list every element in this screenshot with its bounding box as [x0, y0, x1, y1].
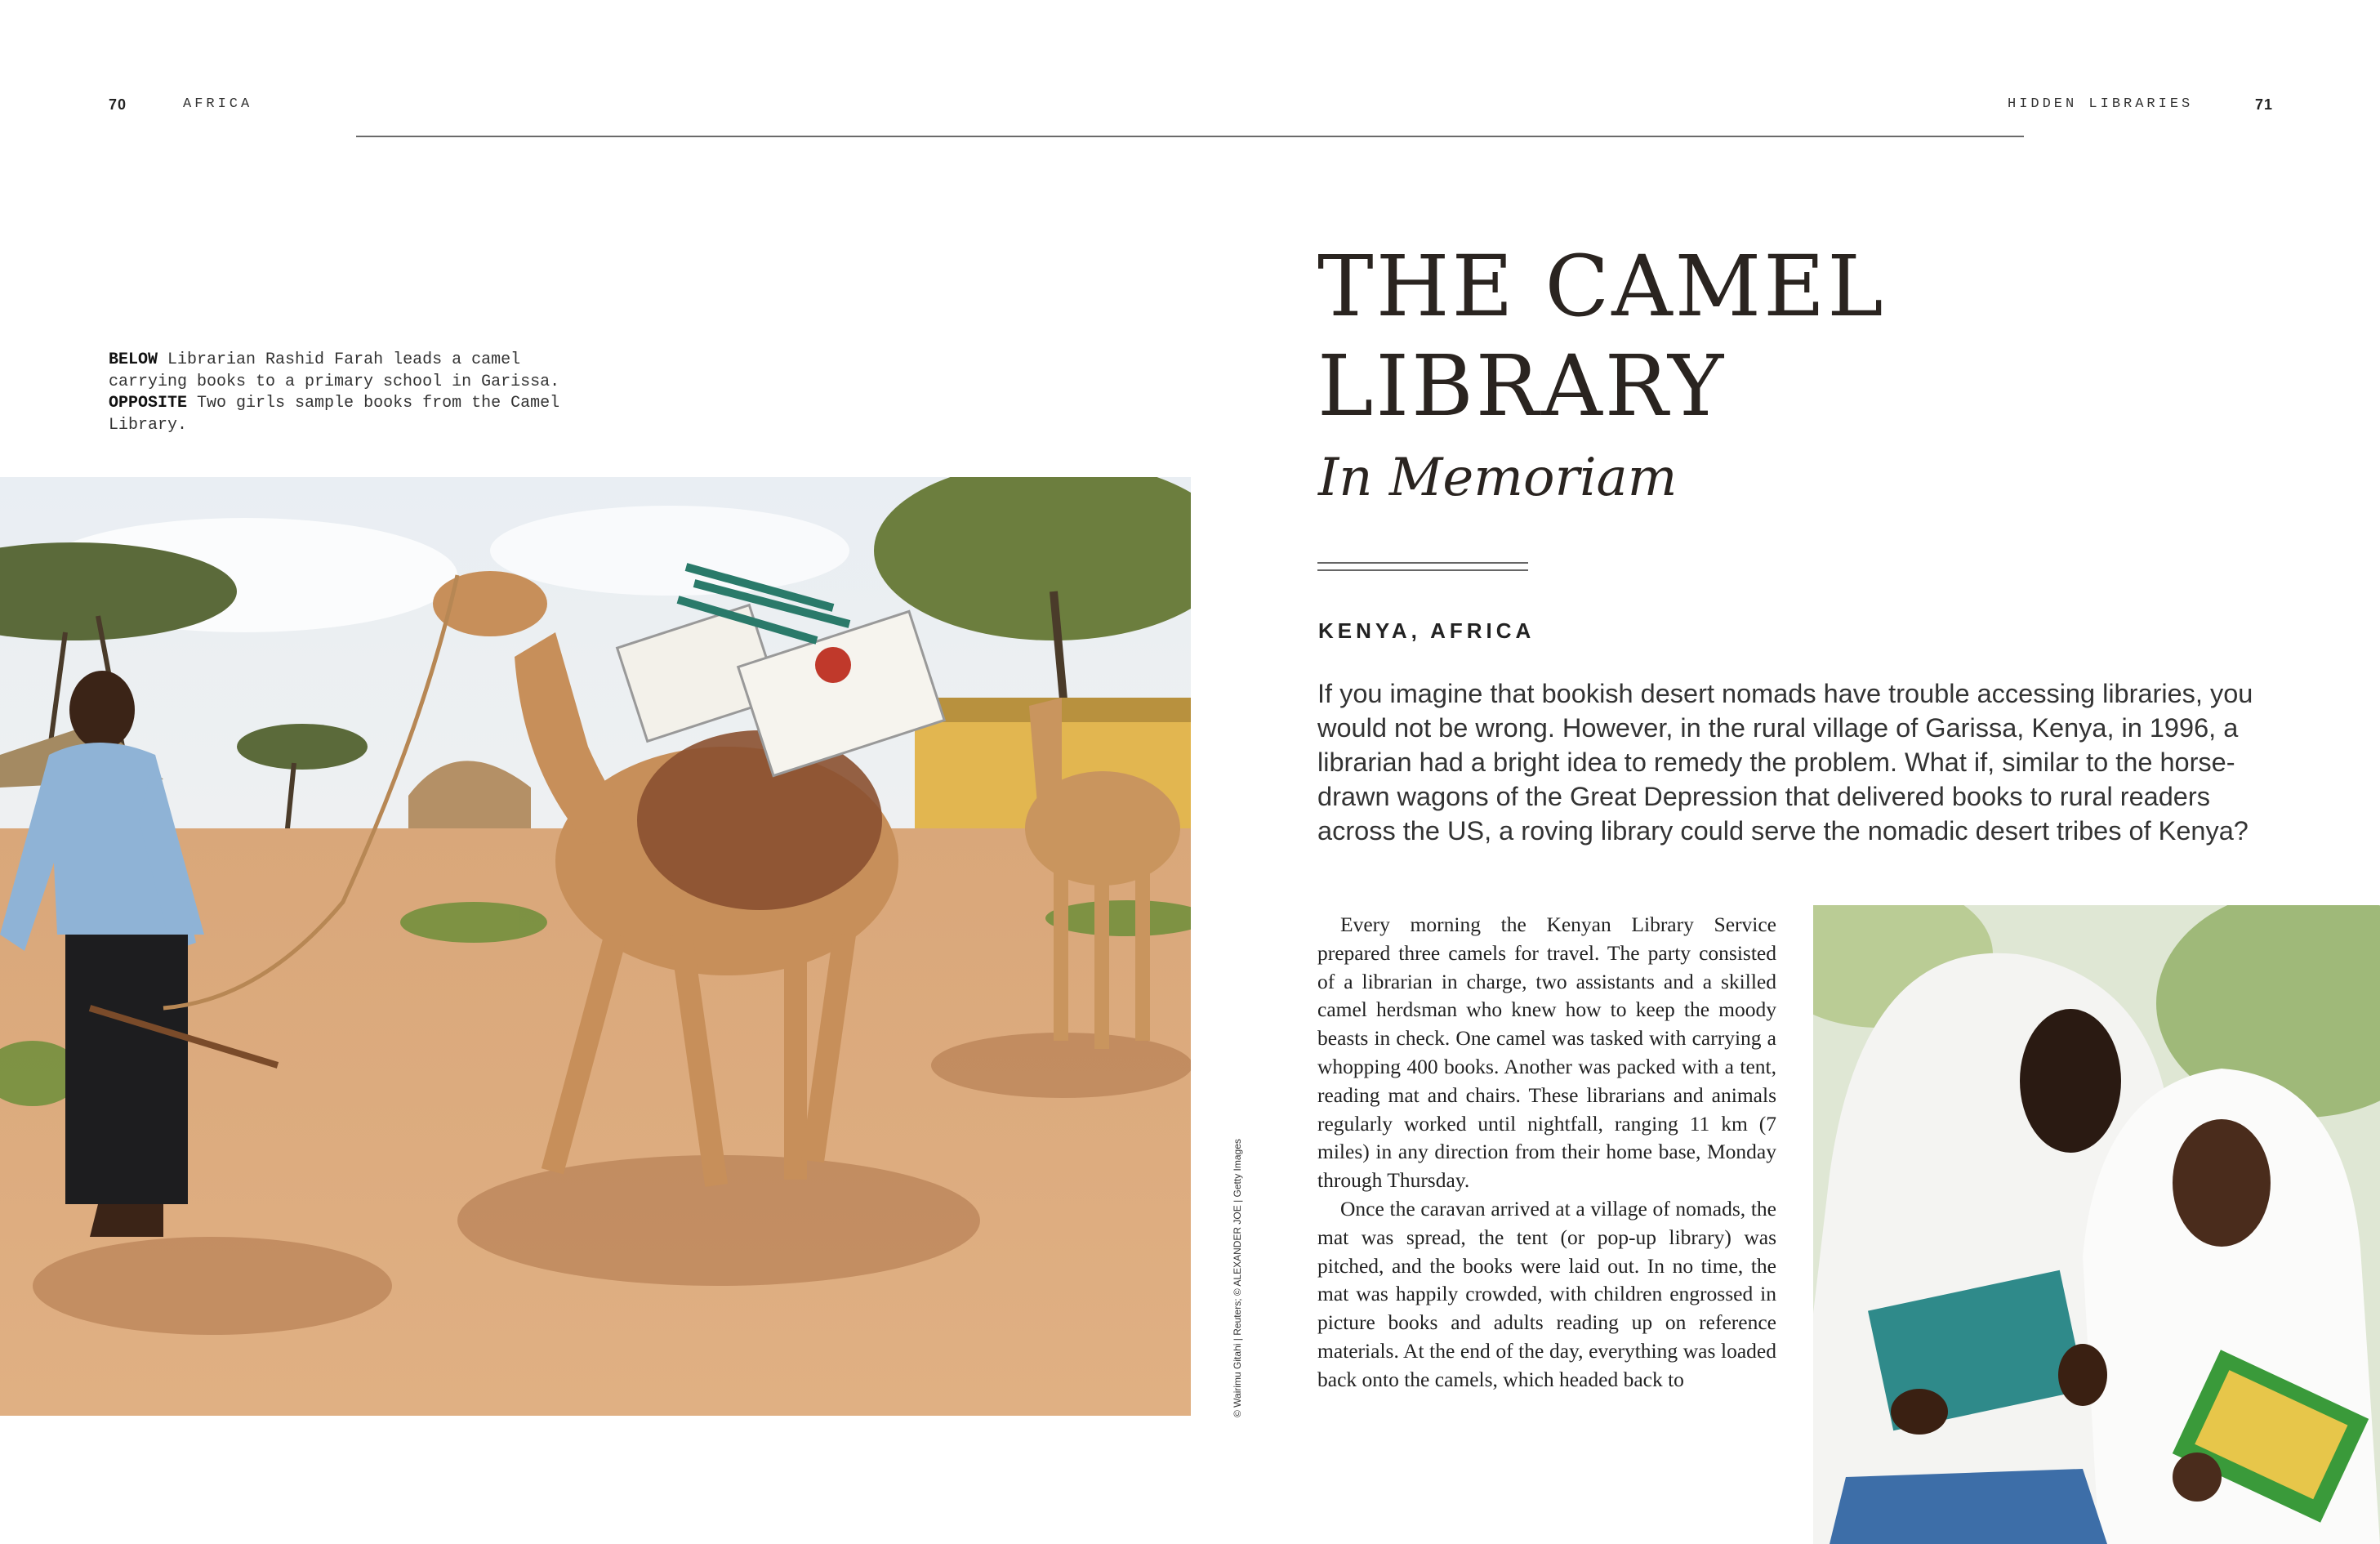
photo-credit: © Wairimu Gitahi | Reuters; © ALEXANDER JOE | Getty Images [1232, 1139, 1243, 1417]
title-line-1: THE CAMEL [1317, 238, 1886, 336]
camel-library-photo [0, 477, 1191, 1416]
body-paragraph: Every morning the Kenyan Library Service prepared three camels for travel. The party consisted of a librarian in charge, two assistants and a skilled camel herdsman who knew how to keep the moody beasts in check. One camel was tasked with carrying a whopping 400 books. Another was packed with a tent, reading mat and chairs. These librarians and animals regularly worked until nightfall, ranging 11 km (7 miles) in any direction from their home base, Monday through Thursday. [1317, 913, 1776, 1193]
right-page-number: 71 [2255, 96, 2274, 113]
left-page-number: 70 [109, 96, 127, 113]
left-section-title: AFRICA [183, 96, 253, 112]
caption-opposite-text: Two girls sample books from the Camel Library. [109, 394, 560, 435]
intro-paragraph: If you imagine that bookish desert nomads have trouble accessing libraries, you would not be wrong. However, in the rural village of Garissa, Kenya, in 1996, a librarian had a bright idea to remedy the problem. What if, similar to the horse-drawn wagons of the Great Depression that delivered books to rural readers across the US, a roving library could serve the nomadic desert tribes of Kenya? [1317, 679, 2253, 846]
header-divider [356, 136, 2024, 137]
body-text [1317, 911, 1776, 1395]
title-line-2: LIBRARY [1317, 337, 1727, 435]
article-title [1317, 237, 2216, 436]
photo-caption [109, 350, 599, 436]
girls-reading-illustration [1813, 905, 2380, 1544]
camel-scene-illustration [0, 477, 1191, 1416]
location-label: KENYA, AFRICA [1318, 618, 1535, 643]
caption-below-label: BELOW [109, 350, 158, 369]
girls-reading-photo [1813, 905, 2380, 1544]
decorative-rule [1317, 569, 1528, 571]
caption-opposite-label: OPPOSITE [109, 394, 188, 413]
article-subtitle: In Memoriam [1318, 448, 1678, 508]
caption-below-text: Librarian Rashid Farah leads a camel carrying books to a primary school in Garissa. [109, 350, 560, 391]
body-paragraph: Once the caravan arrived at a village of nomads, the mat was spread, the tent (or pop-up library) was pitched, and the books were laid out. In no time, the mat was happily crowded, with children engrossed in picture books and adults reading up on reference materials. At the end of the day, everything was loaded back onto the camels, which headed back to [1317, 1196, 1776, 1391]
right-section-title: HIDDEN LIBRARIES [2008, 96, 2194, 112]
decorative-rule [1317, 562, 1528, 564]
